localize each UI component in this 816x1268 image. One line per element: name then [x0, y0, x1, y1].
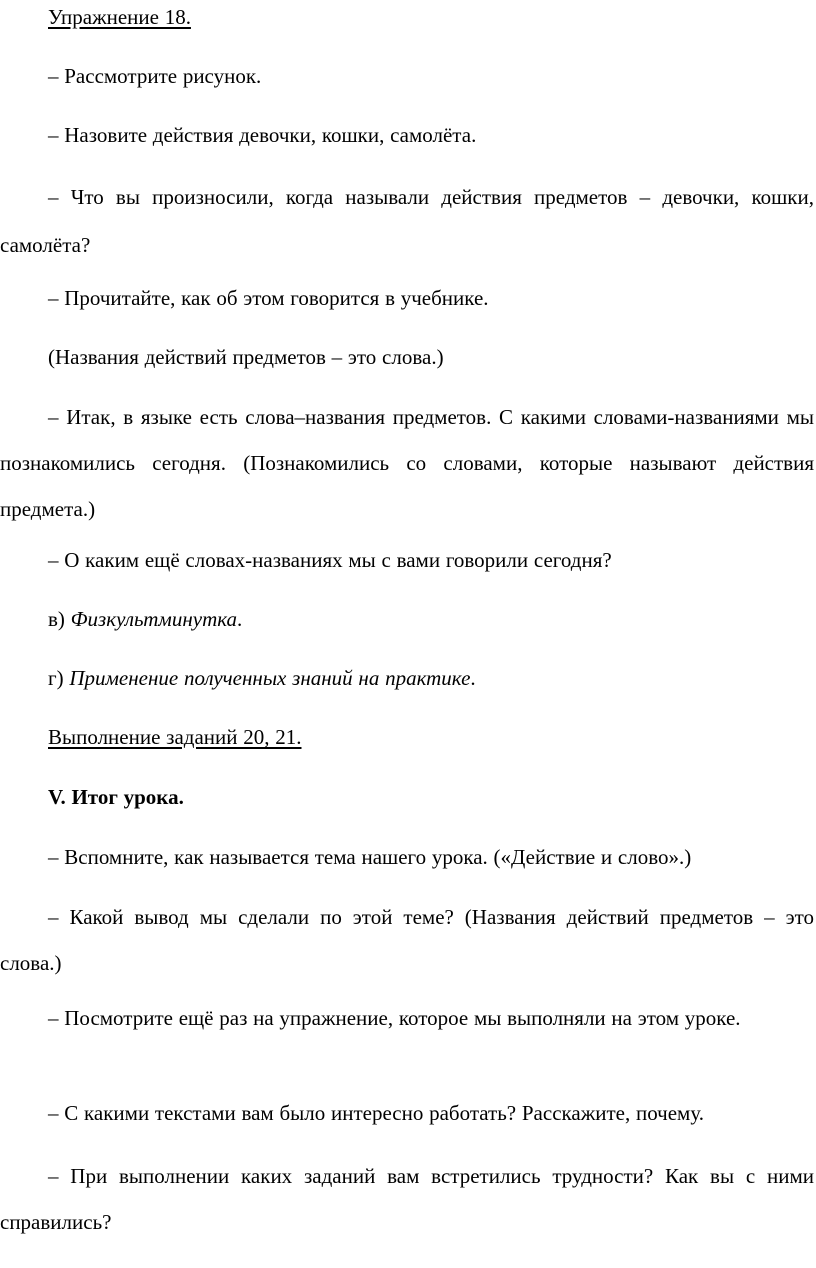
exercise-heading — [0, 0, 814, 47]
paragraph: – О каким ещё словах-названиях мы с вами говорили сегодня? — [48, 548, 612, 572]
paragraph: – Что вы произносили, когда называли действия предметов – девочки, кошки, самолёта? — [0, 185, 814, 257]
paragraph: – Рассмотрите рисунок. — [48, 64, 262, 88]
paragraph: – Какой вывод мы сделали по этой теме? (Названия действий предметов – это слова.) — [0, 905, 814, 975]
paragraph: – Прочитайте, как об этом говорится в учебнике. — [48, 286, 489, 310]
section-heading: V. Итог урока. — [48, 785, 184, 809]
item-prefix: г) — [48, 666, 64, 690]
paragraph: – С какими текстами вам было интересно работать? Расскажите, почему. — [48, 1101, 704, 1125]
paragraph: – Вспомните, как называется тема нашего урока. («Действие и слово».) — [48, 845, 692, 869]
item-prefix: в) — [48, 607, 65, 631]
paragraph: – При выполнении каких заданий вам встретились трудности? Как вы с ними справились? — [0, 1164, 814, 1234]
item-title: Физкультминутка — [70, 607, 238, 631]
tasks-heading — [0, 708, 814, 767]
tasks-heading-text: Выполнение заданий 20, 21. — [48, 725, 302, 749]
item-title: Применение полученных знаний на практике — [69, 666, 471, 690]
paragraph: (Названия действий предметов – это слова.) — [48, 345, 444, 369]
paragraph-v: в) Физкультминутка. — [48, 607, 243, 631]
paragraph-g: г) Применение полученных знаний на практике. — [48, 666, 476, 690]
paragraph: – Назовите действия девочки, кошки, самолёта. — [48, 123, 477, 147]
exercise-heading-text: Упражнение 18. — [48, 5, 191, 29]
paragraph: – Посмотрите ещё раз на упражнение, которое мы выполняли на этом уроке. — [48, 1006, 741, 1030]
paragraph: – Итак, в языке есть слова–названия предметов. С какими словами-названиями мы познакомились сегодня. (Познакомились со словами, которые называют действия предмета.) — [0, 405, 814, 521]
